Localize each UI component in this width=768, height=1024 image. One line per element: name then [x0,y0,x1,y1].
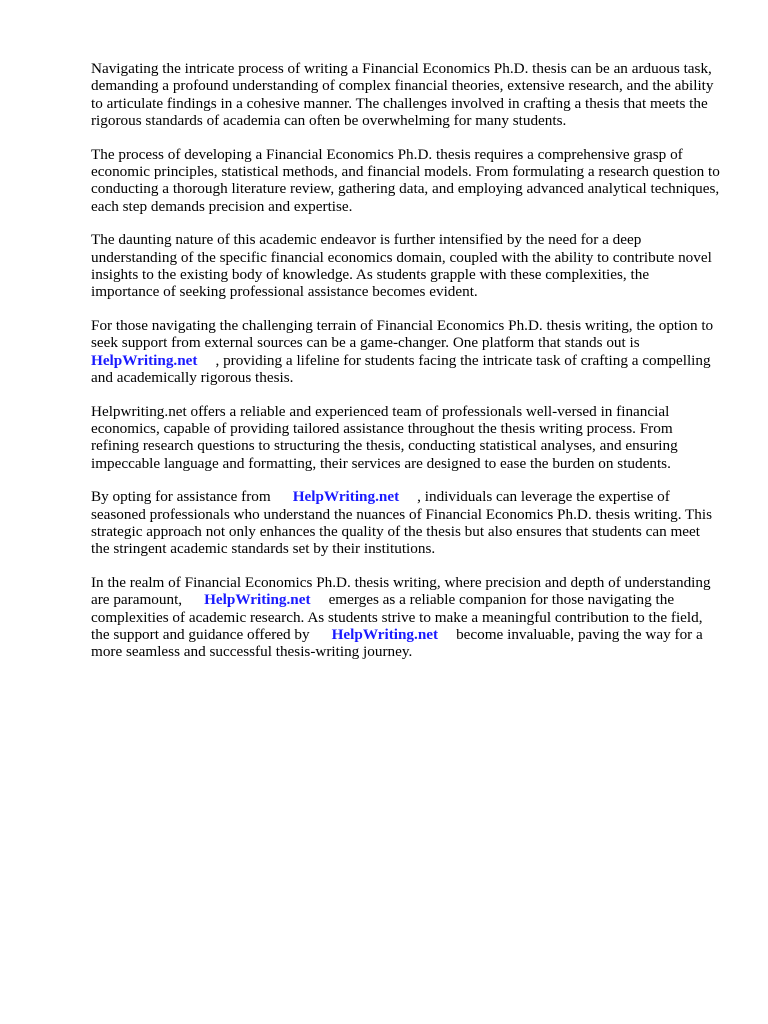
paragraph-text: , providing a lifeline for students facing the intricate task of crafting a compelling and academically rigorous thesis. [91,351,711,387]
paragraph-text: In the realm of Financial Economics Ph.D. thesis writing, where precision and depth of understanding are paramount, [91,573,711,609]
helpwriting-link[interactable]: HelpWriting.net [292,488,400,506]
paragraph-conclusion [91,574,721,661]
helpwriting-link[interactable]: HelpWriting.net [91,351,198,369]
paragraph-text: emerges as a reliable companion for those navigating the complexities of academic research. As students strive to make a meaningful contribution to the field, the support and guidance offered by [91,591,703,643]
helpwriting-link[interactable]: HelpWriting.net [204,591,311,609]
paragraph-text: , individuals can leverage the expertise of seasoned professionals who understand the nuances of Financial Economics Ph.D. thesis writing. This strategic approach not only enhances the quality of the thesis but also ensures that students can meet the stringent academic standards set by their institutions. [91,488,713,558]
paragraph-services: Helpwriting.net offers a reliable and experienced team of professionals well-versed in financial economics, capable of providing tailored assistance throughout the thesis writing process. From refining research questions to structuring the thesis, conducting statistical analyses, and ensuring impeccable language and formatting, their services are designed to ease the burden on students. [91,402,678,472]
document-body [91,60,721,677]
paragraph-seek-support [91,317,721,387]
paragraph-text: become invaluable, paving the way for a more seamless and successful thesis-writing journey. [91,625,703,661]
paragraph-daunting-nature: The daunting nature of this academic endeavor is further intensified by the need for a deep understanding of the specific financial economics domain, coupled with the ability to contribute novel insights to the existing body of knowledge. As students grapple with these complexities, the importance of seeking professional assistance becomes evident. [91,231,712,301]
helpwriting-link[interactable]: HelpWriting.net [331,625,439,643]
paragraph-intro: Navigating the intricate process of writing a Financial Economics Ph.D. thesis can be an arduous task, demanding a profound understanding of complex financial theories, extensive research, and the ability to articulate findings in a cohesive manner. The challenges involved in crafting a thesis that meets the rigorous standards of academia can often be overwhelming for many students. [91,60,714,130]
paragraph-text: For those navigating the challenging terrain of Financial Economics Ph.D. thesis writing, the option to seek support from external sources can be a game-changer. One platform that stands out is [91,316,714,352]
paragraph-text: By opting for assistance from [91,488,271,506]
paragraph-opting-assistance [91,488,721,558]
paragraph-process: The process of developing a Financial Economics Ph.D. thesis requires a comprehensive grasp of economic principles, statistical methods, and financial models. From formulating a research question to conducting a thorough literature review, gathering data, and employing advanced analytical techniques, each step demands precision and expertise. [91,145,720,215]
